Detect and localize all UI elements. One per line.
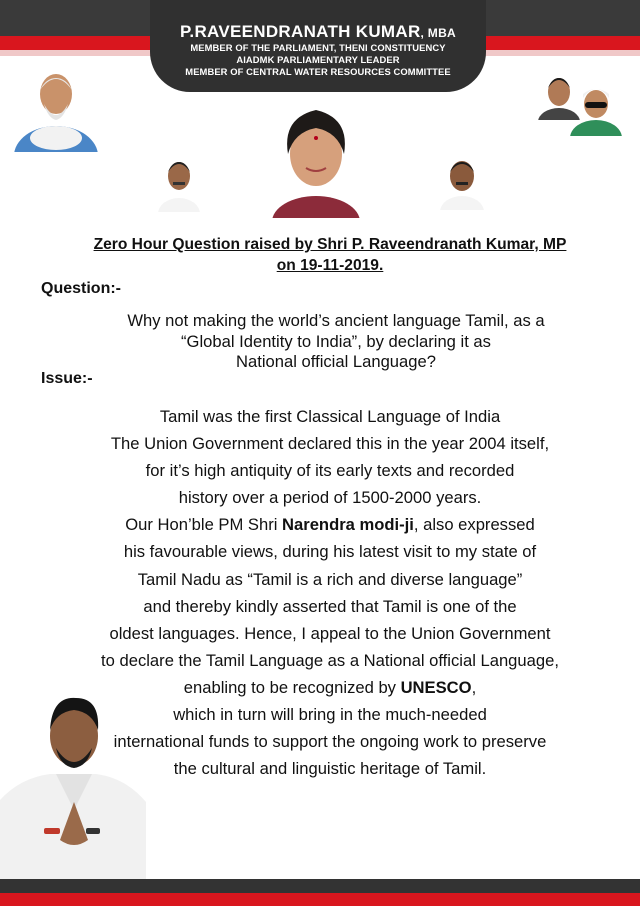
page-title bbox=[40, 234, 620, 276]
header-line-2: AIADMK PARLIAMENTARY LEADER bbox=[236, 54, 400, 66]
issue-line-5 bbox=[40, 511, 620, 538]
footer-red-stripe bbox=[0, 893, 640, 906]
issue-line-11-pre: enabling to be recognized by bbox=[183, 677, 401, 697]
issue-line-12: which in turn will bring in the much-needed bbox=[173, 705, 487, 725]
issue-line-2: The Union Government declared this in the year 2004 itself, bbox=[110, 434, 550, 454]
issue-line-11-post: , bbox=[471, 677, 477, 697]
issue-line-14: the cultural and linguistic heritage of Tamil. bbox=[173, 759, 487, 779]
question-text bbox=[96, 311, 576, 373]
issue-label: Issue:- bbox=[41, 370, 93, 387]
issue-line-11-bold: UNESCO bbox=[400, 677, 472, 697]
issue-line-7: Tamil Nadu as “Tamil is a rich and diverse language” bbox=[137, 569, 523, 589]
issue-line-10: to declare the Tamil Language as a National official Language, bbox=[101, 650, 559, 670]
issue-line-9: oldest languages. Hence, I appeal to the Union Government bbox=[109, 623, 551, 643]
footer-dark-stripe bbox=[0, 879, 640, 893]
issue-line-3: for it’s high antiquity of its early texts and recorded bbox=[145, 461, 515, 481]
issue-line-6: his favourable views, during his latest visit to my state of bbox=[123, 542, 537, 562]
issue-line-5-pre: Our Hon’ble PM Shri bbox=[125, 515, 283, 535]
question-label: Question:- bbox=[41, 280, 121, 297]
title-line-2: on 19-11-2019. bbox=[276, 257, 384, 274]
question-line-2: “Global Identity to India”, by declaring it as bbox=[181, 331, 491, 351]
title-line-1: Zero Hour Question raised by Shri P. Raveendranath Kumar, MP bbox=[93, 236, 567, 253]
issue-line-8: and thereby kindly asserted that Tamil is one of the bbox=[143, 596, 517, 616]
header-line-3: MEMBER OF CENTRAL WATER RESOURCES COMMITTEE bbox=[185, 66, 451, 78]
issue-line-4: history over a period of 1500-2000 years. bbox=[178, 488, 482, 508]
portrait-bottom-left bbox=[0, 690, 146, 880]
portrait-center bbox=[268, 98, 364, 218]
portrait-top-left bbox=[14, 60, 98, 152]
question-line-1: Why not making the world’s ancient language Tamil, as a bbox=[127, 311, 545, 330]
header-name bbox=[150, 22, 486, 42]
portrait-right bbox=[440, 150, 484, 210]
issue-line-13: international funds to support the ongoing work to preserve bbox=[113, 732, 547, 752]
header-degree: , MBA bbox=[420, 26, 457, 40]
header-name-text: P.RAVEENDRANATH KUMAR bbox=[179, 22, 421, 41]
header-line-1: MEMBER OF THE PARLIAMENT, THENI CONSTITUENCY bbox=[190, 42, 446, 53]
portrait-left bbox=[158, 150, 200, 212]
header-plate bbox=[150, 0, 486, 92]
issue-line-5-bold: Narendra modi-ji bbox=[282, 515, 414, 535]
question-line-3: National official Language? bbox=[236, 352, 436, 371]
portrait-top-right-b bbox=[570, 78, 622, 136]
issue-line-1: Tamil was the first Classical Language of India bbox=[159, 407, 501, 426]
issue-line-5-post: , also expressed bbox=[413, 515, 535, 535]
